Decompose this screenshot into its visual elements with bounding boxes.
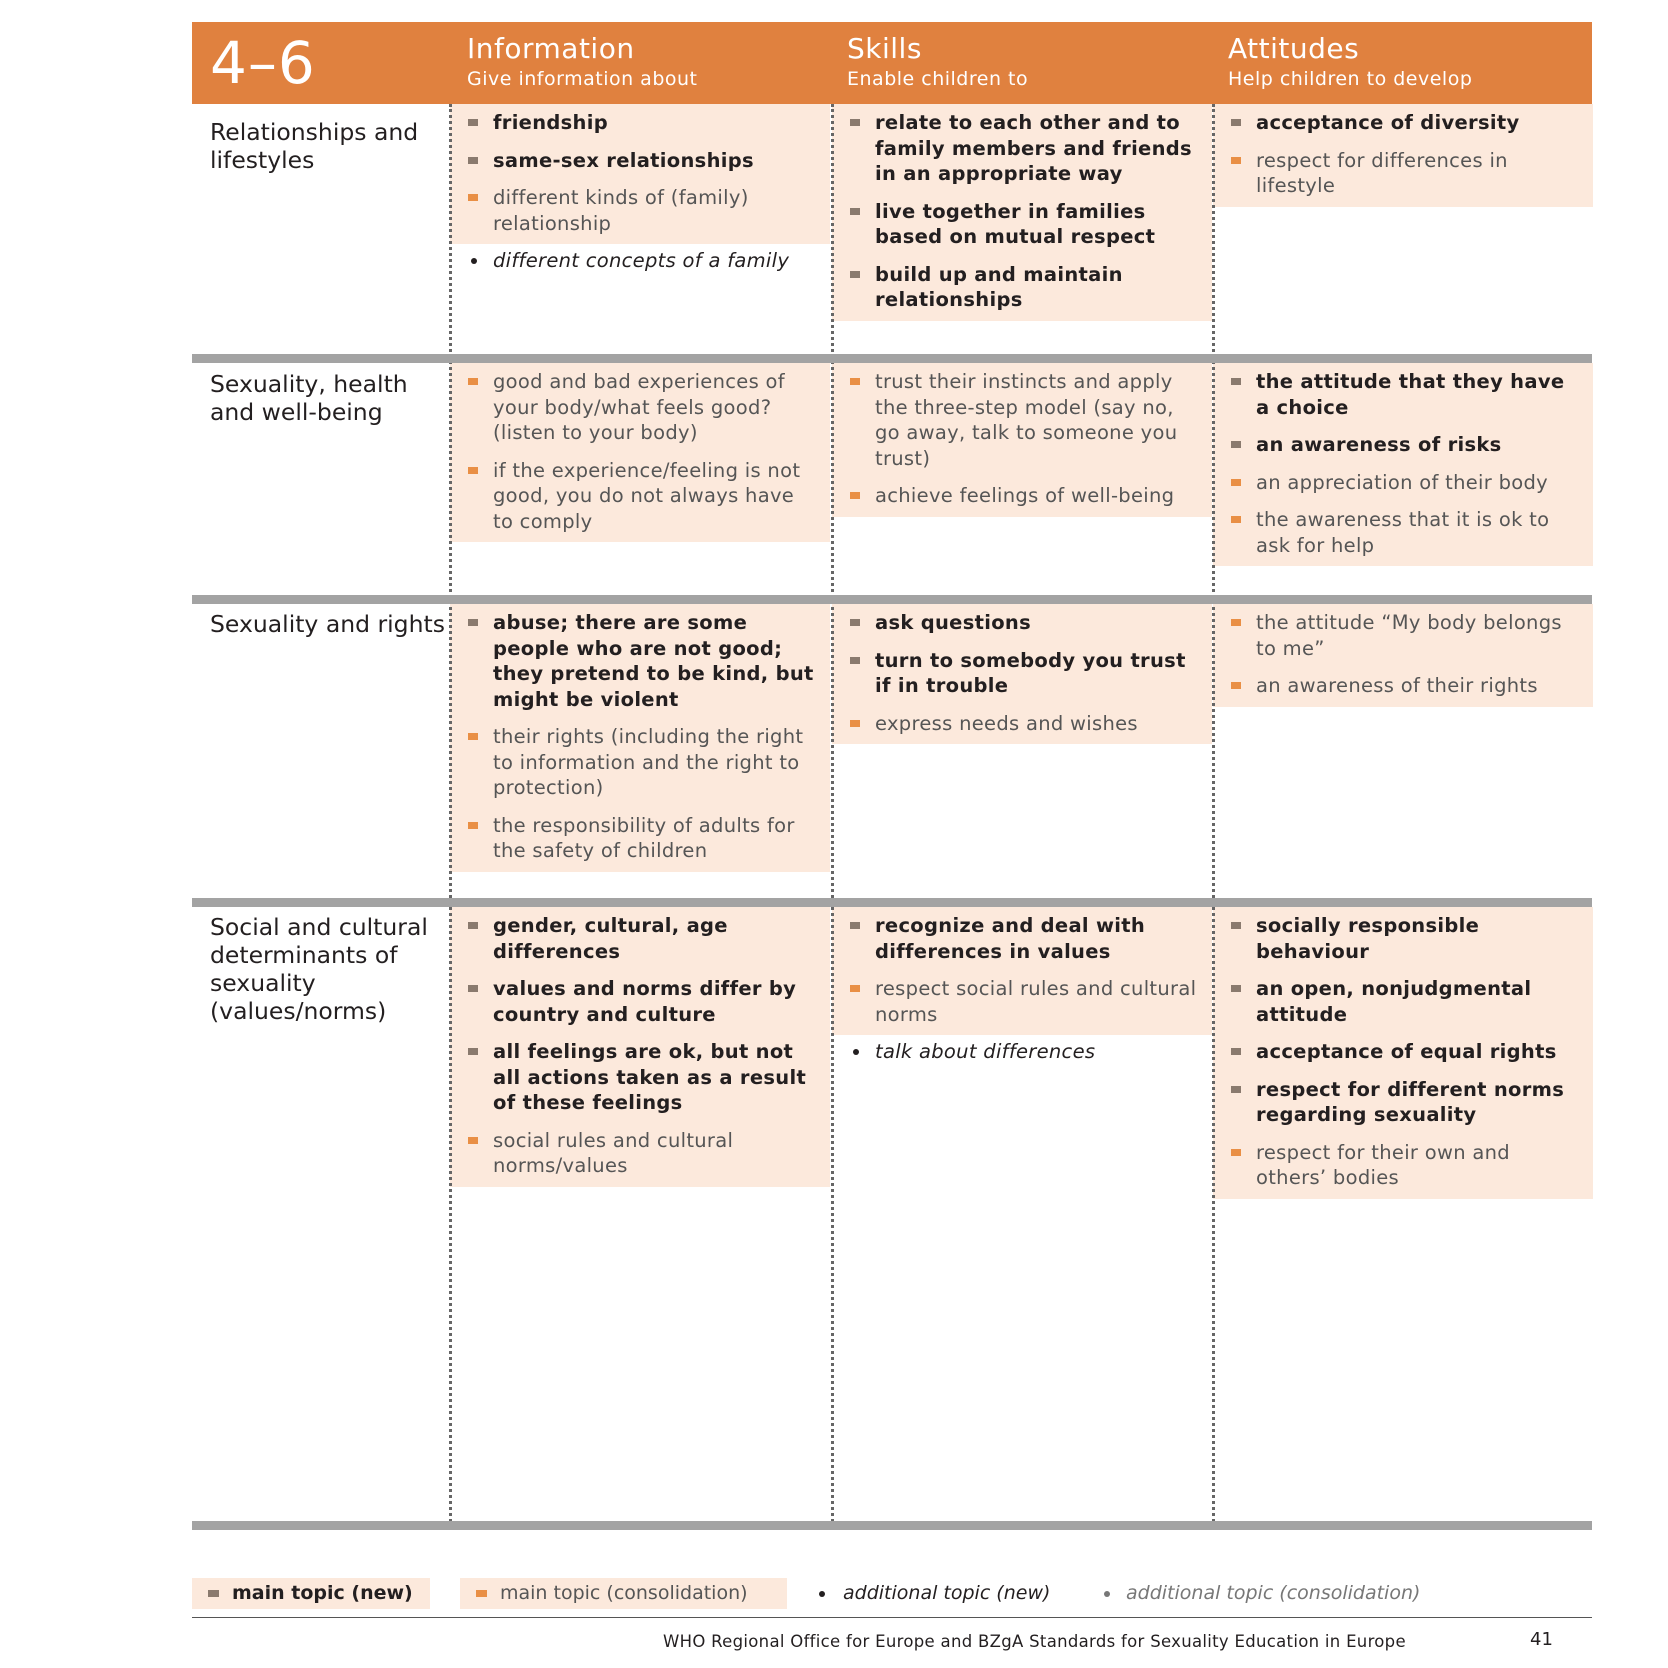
square-bullet-icon: [850, 492, 860, 499]
item-text: trust their instincts and apply the three-step model (say no, go away, talk to someone you trust): [875, 370, 1178, 470]
list-item: [850, 1039, 1202, 1065]
square-bullet-icon: [468, 467, 478, 474]
column-subtitle: Enable children to: [847, 68, 1029, 90]
row-divider: [192, 354, 1592, 363]
square-bullet-icon: [468, 985, 478, 992]
list-item: [850, 610, 1202, 636]
item-text: an open, nonjudgmental attitude: [1256, 977, 1532, 1026]
item-text: the responsibility of adults for the safety of children: [493, 813, 795, 862]
square-bullet-icon: [1231, 922, 1241, 929]
list-item: [850, 913, 1202, 964]
list-item: [850, 483, 1202, 509]
square-bullet-icon: [1231, 682, 1241, 689]
square-bullet-icon: [1231, 516, 1241, 523]
list-item: [1231, 432, 1583, 458]
square-bullet-icon: [850, 208, 860, 215]
list-item: [1231, 507, 1583, 558]
square-bullet-icon: [468, 822, 478, 829]
square-bullet-icon: [1231, 119, 1241, 126]
item-text: relate to each other and to family members and friends in an appropriate way: [875, 111, 1192, 185]
square-bullet-icon: [850, 119, 860, 126]
cell-attitudes: [1213, 363, 1593, 572]
list-item: [1231, 1140, 1583, 1191]
page-number: 41: [1530, 1629, 1553, 1650]
list-item: [1231, 1039, 1583, 1065]
item-text: acceptance of equal rights: [1256, 1040, 1557, 1063]
item-text: an appreciation of their body: [1256, 470, 1548, 494]
item-text: respect for their own and others’ bodies: [1256, 1140, 1510, 1189]
list-item: [850, 976, 1202, 1027]
item-text: respect social rules and cultural norms: [875, 977, 1197, 1026]
square-bullet-icon: [1231, 441, 1241, 448]
square-bullet-icon: [468, 1048, 478, 1055]
age-group-title: 4–6: [210, 29, 316, 97]
cell-skills: [832, 604, 1212, 750]
square-bullet-icon: [468, 119, 478, 126]
item-text: respect for different norms regarding sexuality: [1256, 1077, 1565, 1126]
cell-skills: [832, 104, 1212, 327]
list-item: [468, 976, 820, 1027]
list-item: [468, 913, 820, 964]
list-item: [468, 610, 820, 712]
square-bullet-icon: [468, 378, 478, 385]
square-bullet-icon: [1231, 985, 1241, 992]
column-divider: [449, 104, 452, 1522]
list-item: [468, 110, 820, 136]
item-text: their rights (including the right to information and the right to protection): [493, 725, 804, 799]
dot-bullet-icon: [471, 258, 477, 264]
column-title: Skills: [847, 32, 922, 65]
square-bullet-icon: [850, 985, 860, 992]
legend-main-cons: [460, 1578, 787, 1609]
square-bullet-icon: [850, 378, 860, 385]
item-text: the attitude “My body belongs to me”: [1256, 611, 1562, 660]
list-item: [850, 648, 1202, 699]
list-item: [1231, 1077, 1583, 1128]
item-text: an awareness of risks: [1256, 433, 1502, 456]
item-text: respect for differences in lifestyle: [1256, 148, 1508, 197]
square-bullet-icon: [1231, 378, 1241, 385]
legend-label: additional topic (consolidation): [1126, 1582, 1421, 1604]
cell-information: [450, 907, 830, 1193]
header-attitudes: [1228, 32, 1472, 91]
legend-add-new: [815, 1578, 1065, 1609]
list-item: [850, 369, 1202, 471]
list-item: [468, 1039, 820, 1116]
item-text: social rules and cultural norms/values: [493, 1128, 734, 1177]
square-bullet-icon: [468, 922, 478, 929]
item-text: turn to somebody you trust if in trouble: [875, 648, 1186, 697]
legend-label: main topic (new): [232, 1582, 413, 1604]
item-text: if the experience/feeling is not good, you do not always have to comply: [493, 458, 801, 533]
list-item: [468, 185, 820, 236]
list-item: [468, 248, 820, 274]
list-item: [468, 369, 820, 446]
cell-information: [450, 604, 830, 878]
list-item: [1231, 976, 1583, 1027]
legend-square-icon: [208, 1590, 219, 1597]
square-bullet-icon: [468, 619, 478, 626]
list-item: [1231, 110, 1583, 136]
column-title: Information: [467, 32, 635, 65]
item-text: all feelings are ok, but not all actions taken as a result of these feelings: [493, 1040, 807, 1114]
list-item: [1231, 470, 1583, 496]
column-divider: [1212, 104, 1215, 1522]
item-text: an awareness of their rights: [1256, 674, 1538, 697]
cell-attitudes: [1213, 104, 1593, 213]
item-text: build up and maintain relationships: [875, 262, 1123, 311]
square-bullet-icon: [468, 1137, 478, 1144]
table-header: [192, 22, 1592, 104]
item-text: gender, cultural, age differences: [493, 914, 728, 963]
item-text: live together in families based on mutual respect: [875, 199, 1156, 248]
row-topic: Relationships and lifestyles: [210, 118, 419, 174]
item-text: talk about differences: [875, 1040, 1096, 1063]
square-bullet-icon: [1231, 1149, 1241, 1156]
item-text: express needs and wishes: [875, 711, 1138, 735]
square-bullet-icon: [1231, 1086, 1241, 1093]
item-text: good and bad experiences of your body/what feels good? (listen to your body): [493, 370, 785, 444]
list-item: [1231, 913, 1583, 964]
list-item: [468, 458, 820, 535]
square-bullet-icon: [850, 657, 860, 664]
row-topic: Social and cultural determinants of sexuality (values/norms): [210, 913, 428, 1025]
item-text: socially responsible behaviour: [1256, 914, 1480, 963]
square-bullet-icon: [1231, 619, 1241, 626]
item-text: acceptance of diversity: [1256, 111, 1520, 134]
list-item: [850, 199, 1202, 250]
row-divider: [192, 595, 1592, 604]
list-item: [468, 813, 820, 864]
cell-information: [450, 363, 830, 548]
list-item: [1231, 369, 1583, 420]
column-title: Attitudes: [1228, 32, 1360, 65]
header-information: [467, 32, 698, 91]
column-subtitle: Help children to develop: [1228, 68, 1473, 90]
column-subtitle: Give information about: [467, 68, 698, 90]
list-item: [468, 148, 820, 174]
legend-label: main topic (consolidation): [500, 1582, 748, 1604]
square-bullet-icon: [468, 733, 478, 740]
item-text: different concepts of a family: [493, 249, 790, 272]
legend-square-icon: [476, 1590, 487, 1597]
cell-information: [450, 104, 830, 288]
list-item: [850, 262, 1202, 313]
list-item: [850, 711, 1202, 737]
legend-dot-icon: [1104, 1591, 1110, 1597]
list-item: [468, 724, 820, 801]
list-item: [468, 1128, 820, 1179]
item-text: achieve feelings of well-being: [875, 484, 1175, 507]
header-skills: [847, 32, 1028, 91]
footer-rule: [192, 1617, 1592, 1618]
list-item: [1231, 610, 1583, 661]
square-bullet-icon: [468, 157, 478, 164]
square-bullet-icon: [850, 922, 860, 929]
list-item: [850, 110, 1202, 187]
item-text: same-sex relationships: [493, 148, 754, 172]
item-text: the awareness that it is ok to ask for help: [1256, 508, 1550, 557]
item-text: friendship: [493, 111, 608, 134]
square-bullet-icon: [1231, 1048, 1241, 1055]
square-bullet-icon: [850, 271, 860, 278]
square-bullet-icon: [850, 720, 860, 727]
legend-add-cons: [1100, 1578, 1440, 1609]
item-text: the attitude that they have a choice: [1256, 370, 1565, 419]
footer-text: WHO Regional Office for Europe and BZgA Standards for Sexuality Education in Europe: [663, 1632, 1406, 1651]
square-bullet-icon: [850, 619, 860, 626]
table-bottom-rule: [192, 1521, 1592, 1530]
legend-dot-icon: [819, 1591, 825, 1597]
cell-attitudes: [1213, 604, 1593, 713]
item-text: ask questions: [875, 611, 1031, 634]
row-divider: [192, 898, 1592, 907]
legend-main-new: [192, 1578, 430, 1609]
square-bullet-icon: [1231, 157, 1241, 164]
cell-skills: [832, 363, 1212, 523]
item-text: values and norms differ by country and culture: [493, 977, 797, 1026]
column-divider: [831, 104, 834, 1522]
list-item: [1231, 148, 1583, 199]
cell-skills: [832, 907, 1212, 1079]
item-text: recognize and deal with differences in values: [875, 914, 1146, 963]
item-text: different kinds of (family) relationship: [493, 186, 749, 235]
legend-label: additional topic (new): [843, 1582, 1051, 1604]
row-topic: Sexuality and rights: [210, 610, 445, 638]
row-topic: Sexuality, health and well-being: [210, 370, 408, 426]
square-bullet-icon: [468, 194, 478, 201]
square-bullet-icon: [1231, 479, 1241, 486]
list-item: [1231, 673, 1583, 699]
item-text: abuse; there are some people who are not good; they pretend to be kind, but might be violent: [493, 611, 814, 711]
dot-bullet-icon: [853, 1049, 859, 1055]
cell-attitudes: [1213, 907, 1593, 1205]
